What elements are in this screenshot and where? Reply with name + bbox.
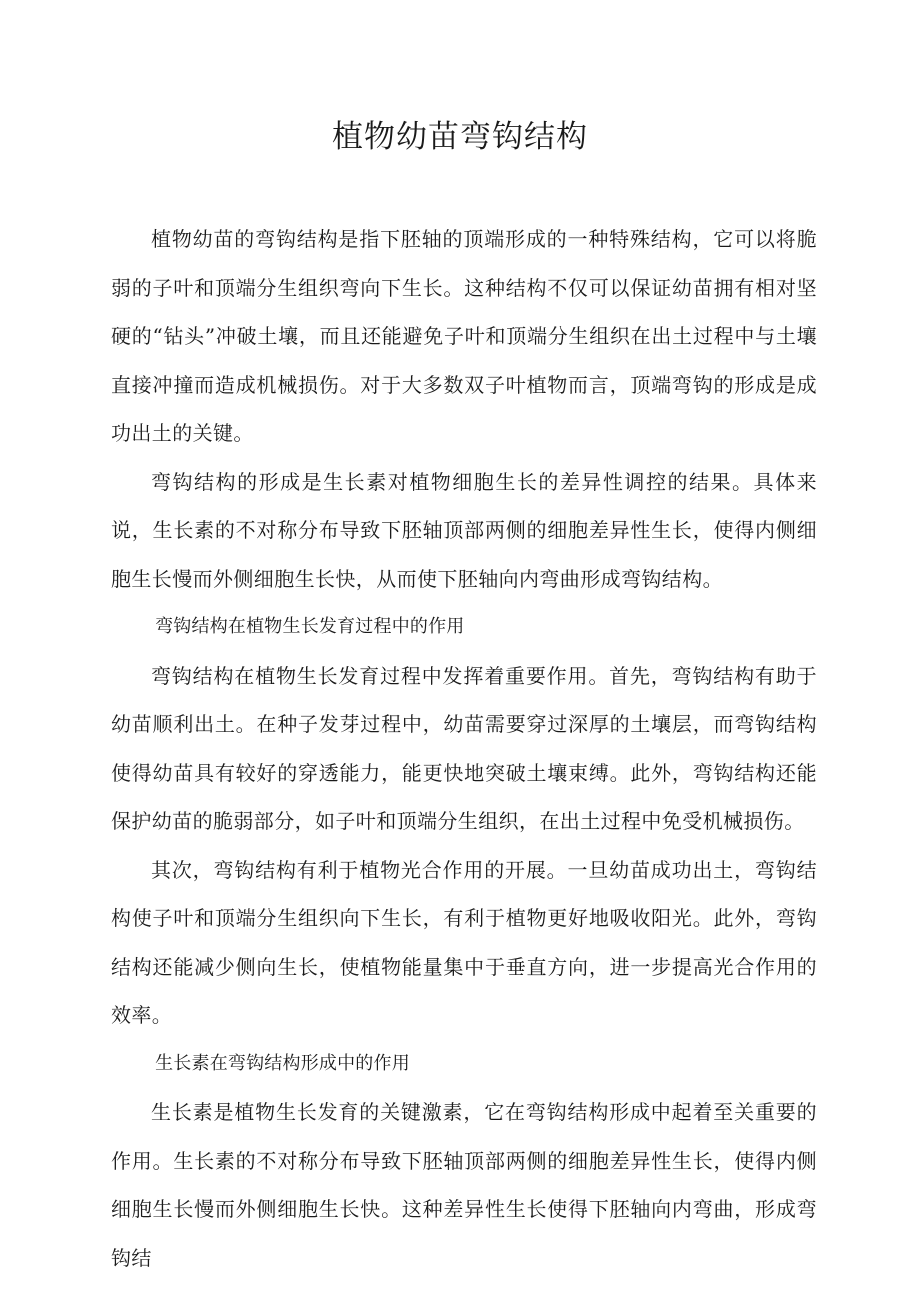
paragraph-auxin-role: 生长素是植物生长发育的关键激素，它在弯钩结构形成中起着至关重要的作用。生长素的不对称分布导致下胚轴顶部两侧的细胞差异性生长，使得内侧细胞生长慢而外侧细胞生长快。这种差异性生长使得下胚轴向内弯曲，形成弯钩结 (111, 1100, 817, 1270)
paragraph-hook-formation: 弯钩结构的形成是生长素对植物细胞生长的差异性调控的结果。具体来说，生长素的不对称分布导致下胚轴顶部两侧的细胞差异性生长，使得内侧细胞生长慢而外侧细胞生长快，从而使下胚轴向内弯曲形成弯钩结构。 (111, 469, 817, 591)
paragraph-hook-definition: 植物幼苗的弯钩结构是指下胚轴的顶端形成的一种特殊结构，它可以将脆弱的子叶和顶端分生组织弯向下生长。这种结构不仅可以保证幼苗拥有相对坚硬的“钻头”冲破土壤，而且还能避免子叶和顶端分生组织在出土过程中与土壤直接冲撞而造成机械损伤。对于大多数双子叶植物而言，顶端弯钩的形成是成功出土的关键。 (111, 227, 817, 445)
section-heading-hook-role: 弯钩结构在植物生长发育过程中的作用 (155, 616, 465, 637)
paragraph-hook-role-emergence: 弯钩结构在植物生长发育过程中发挥着重要作用。首先，弯钩结构有助于幼苗顺利出土。在种子发芽过程中，幼苗需要穿过深厚的土壤层，而弯钩结构使得幼苗具有较好的穿透能力，能更快地突破土壤束缚。此外，弯钩结构还能保护幼苗的脆弱部分，如子叶和顶端分生组织，在出土过程中免受机械损伤。 (111, 663, 817, 833)
section-heading-auxin-role: 生长素在弯钩结构形成中的作用 (155, 1052, 410, 1074)
document-title: 植物幼苗弯钩结构 (332, 119, 588, 155)
document-body (111, 215, 817, 1282)
paragraph-hook-role-photosynthesis: 其次，弯钩结构有利于植物光合作用的开展。一旦幼苗成功出土，弯钩结构使子叶和顶端分生组织向下生长，有利于植物更好地吸收阳光。此外，弯钩结构还能减少侧向生长，使植物能量集中于垂直方向，进一步提高光合作用的效率。 (111, 857, 817, 1027)
